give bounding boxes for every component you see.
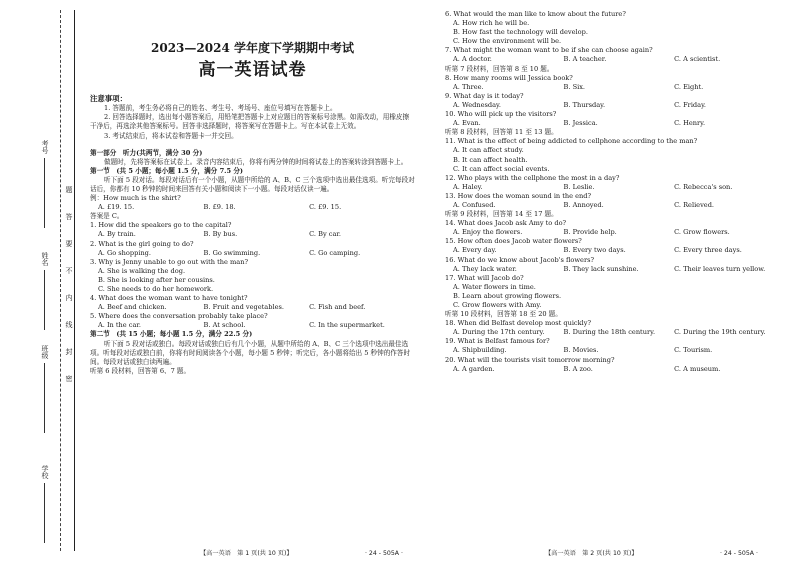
seal-warning-char: 答: [65, 213, 73, 220]
question-stem: 6. What would the man like to know about the future?: [445, 10, 626, 18]
option: C. She needs to do her homework.: [98, 285, 214, 293]
question-stem: 15. How often does Jacob water flowers?: [445, 237, 582, 246]
question-stem: 19. What is Belfast famous for?: [445, 337, 550, 346]
option: B. Go swimming.: [203, 248, 261, 257]
binding-dashed-line: [60, 10, 61, 551]
option: C. Eight.: [674, 82, 704, 91]
question-stem: 5. Where does the conversation probably take place?: [90, 312, 268, 321]
question-options: [445, 346, 785, 355]
option: B. Every two days.: [563, 246, 626, 255]
name-field[interactable]: [44, 270, 45, 330]
option: C. Their leaves turn yellow.: [674, 264, 766, 273]
option: B. Learn about growing flowers.: [453, 291, 562, 300]
seal-warning-char: 封: [65, 348, 73, 355]
option: A. Haley.: [453, 182, 483, 191]
question-options: [445, 365, 785, 374]
material-6-label: 听第 6 段材料，回答第 6、7 题。: [90, 366, 191, 375]
question-17: [445, 274, 785, 310]
question-15: [445, 237, 785, 255]
question-options: [445, 228, 785, 237]
question-5: [90, 312, 415, 330]
question-options: [445, 265, 785, 274]
footer-code: · 24 - 505A ·: [720, 550, 758, 557]
option: C. Friday.: [674, 100, 707, 109]
footer-code: · 24 - 505A ·: [365, 550, 403, 557]
part1-heading: 第一部分 听力(共两节，满分 30 分): [90, 148, 203, 157]
question-options: [90, 267, 415, 294]
question-16: [445, 256, 785, 274]
part1-intro: 做题时，先将答案标在试卷上。录音内容结束后，你将有两分钟的时间将试卷上的答案转涂到答题卡上。: [104, 157, 408, 166]
option: B. How fast the technology will develop.: [453, 28, 588, 37]
question-12: [445, 174, 785, 192]
question-stem: 20. What will the tourists visit tomorrow morning?: [445, 355, 615, 364]
option: C. Relieved.: [674, 200, 715, 209]
question-20: [445, 356, 785, 374]
class-field[interactable]: [44, 363, 45, 433]
school-field[interactable]: [44, 483, 45, 543]
question-stem: 10. Who will pick up the visitors?: [445, 110, 557, 119]
seal-warning-char: 密: [65, 375, 73, 382]
question-options: [445, 246, 785, 255]
notice-item: 2. 回答选择题时，选出每小题答案后，用铅笔把答题卡上对应题目的答案标号涂黑。如需改动，用橡皮擦干净后，再选涂其他答案标号。回答非选择题时，将答案写在答题卡上。写在本试卷上无效。: [90, 113, 410, 131]
option: B. Fruit and vegetables.: [203, 303, 284, 312]
option: C. How the environment will be.: [453, 37, 562, 46]
question-9: [445, 92, 785, 110]
question-18: [445, 319, 785, 337]
right-page: [445, 10, 785, 540]
question-options: [445, 283, 785, 310]
option: B. During the 18th century.: [563, 328, 656, 337]
question-stem: 2. What is the girl going to do?: [90, 239, 194, 248]
option: A. How rich he will be.: [453, 19, 530, 28]
exam-number-label: 考号: [41, 140, 49, 154]
question-stem: 17. What will Jacob do?: [445, 273, 524, 282]
question-stem: 12. Who plays with the cellphone the most in a day?: [445, 173, 620, 182]
binding-margin: [0, 0, 86, 561]
option: A. Wednesday.: [453, 100, 501, 109]
option: C. During the 19th century.: [674, 328, 766, 337]
option: B. Jessica.: [563, 119, 598, 128]
question-options: [445, 146, 785, 173]
question-stem: 13. How does the woman sound in the end?: [445, 191, 592, 200]
seal-warning-char: 要: [65, 240, 73, 247]
option: B. £9. 18.: [203, 203, 236, 212]
option: A. Three.: [453, 82, 484, 91]
question-options: [90, 230, 415, 239]
question-14: [445, 219, 785, 237]
option: B. Leslie.: [563, 182, 595, 191]
section1-instructions: 听下面 5 段对话。每段对话后有一个小题，从题中所给的 A、B、C 三个选项中选出最佳选项。听完每段对话后，你都有 10 秒钟的时间来回答有关小题和阅读下一小题。每段对话仅读一遍。: [90, 175, 415, 193]
question-1: [90, 221, 415, 239]
section2-heading: 第二节 (共 15 小题；每小题 1.5 分，满分 22.5 分): [90, 330, 253, 339]
option: C. Go camping.: [309, 248, 361, 257]
school-label: 学校: [41, 465, 49, 479]
material-label: 听第 10 段材料，回答第 18 至 20 题。: [445, 310, 562, 319]
question-stem: 8. How many rooms will Jessica book?: [445, 73, 573, 82]
binding-solid-line: [74, 10, 75, 551]
question-options: [445, 19, 785, 46]
exam-title: 2023—2024 学年度下学期期中考试: [151, 41, 354, 55]
option: A. Evan.: [453, 119, 481, 128]
option: A. By train.: [98, 230, 136, 239]
question-10: [445, 110, 785, 128]
option: B. A teacher.: [563, 55, 607, 64]
question-stem: 3. Why is Jenny unable to go out with the man?: [90, 257, 249, 266]
option: B. A zoo.: [563, 364, 593, 373]
notice-item: 3. 考试结束后，将本试卷和答题卡一并交回。: [104, 131, 238, 140]
option: A. Confused.: [453, 200, 496, 209]
option: A. She is walking the dog.: [98, 266, 186, 275]
option: C. Every three days.: [674, 246, 742, 255]
question-stem: 18. When did Belfast develop most quickly?: [445, 319, 591, 328]
option: A. Beef and chicken.: [98, 303, 167, 312]
question-19: [445, 337, 785, 355]
option: C. Grow flowers.: [674, 228, 730, 237]
question-options: [445, 328, 785, 337]
option: A. In the car.: [98, 321, 141, 330]
question-stem: 14. What does Jacob ask Amy to do?: [445, 219, 567, 228]
question-options: [445, 183, 785, 192]
question-options: [445, 55, 785, 64]
exam-number-field[interactable]: [44, 158, 45, 228]
footer-page-number: 【高一英语 第 1 页(共 10 页)】: [200, 550, 293, 557]
option: A. Water flowers in time.: [453, 282, 536, 291]
question-stem: 11. What is the effect of being addicted to cellphone according to the man?: [445, 137, 698, 146]
option: A. During the 17th century.: [453, 328, 545, 337]
option: B. They lack sunshine.: [563, 264, 639, 273]
option: C. A museum.: [674, 364, 721, 373]
question-2: [90, 240, 415, 258]
question-3: [90, 258, 415, 294]
question-options: [445, 83, 785, 92]
option: B. It can affect health.: [453, 155, 528, 164]
question-13: [445, 192, 785, 210]
option: A. A doctor.: [453, 55, 492, 64]
option: A. A garden.: [453, 364, 495, 373]
name-label: 姓名: [41, 252, 49, 266]
question-stem: 1. How did the speakers go to the capital?: [90, 221, 232, 230]
exam-subtitle: 高一英语试卷: [198, 59, 307, 80]
material-label: 听第 8 段材料，回答第 11 至 13 题。: [445, 128, 558, 137]
option: C. Fish and beef.: [309, 303, 366, 312]
seal-warning-char: 内: [65, 294, 73, 301]
option: C. Henry.: [674, 119, 706, 128]
material-label: 听第 7 段材料，回答第 8 至 10 题。: [445, 64, 554, 73]
option: A. £19. 15.: [98, 203, 135, 212]
notice-item: 1. 答题前，考生务必将自己的姓名、考生号、考场号、座位号填写在答题卡上。: [104, 104, 337, 113]
seal-warning-char: 线: [65, 321, 73, 328]
option: B. She is looking after her cousins.: [98, 275, 215, 284]
option: A. It can affect study.: [453, 146, 524, 155]
left-page: [90, 10, 415, 540]
question-stem: 9. What day is it today?: [445, 91, 524, 100]
example-question: [90, 194, 415, 221]
material-label: 听第 9 段材料，回答第 14 至 17 题。: [445, 210, 558, 219]
seal-warning-char: 题: [65, 186, 73, 193]
question-4: [90, 294, 415, 312]
seal-warning-char: 不: [65, 267, 73, 274]
option: A. Shipbuilding.: [453, 346, 507, 355]
section1-heading: 第一节 (共 5 小题；每小题 1.5 分，满分 7.5 分): [90, 166, 244, 175]
question-7: [445, 46, 785, 64]
option: C. It can affect social events.: [453, 164, 550, 173]
footer-page-number: 【高一英语 第 2 页(共 10 页)】: [545, 550, 638, 557]
option: C. In the supermarket.: [309, 321, 385, 330]
class-label: 班级: [41, 345, 49, 359]
option: A. Enjoy the flowers.: [453, 228, 523, 237]
option: C. Grow flowers with Amy.: [453, 301, 542, 309]
option: A. Go shopping.: [98, 248, 152, 257]
notice-title: 注意事项：: [90, 94, 127, 103]
option: B. Movies.: [563, 346, 599, 355]
question-options: [90, 303, 415, 312]
question-8: [445, 74, 785, 92]
example-stem: 例：How much is the shirt?: [90, 194, 181, 203]
option: A. They lack water.: [453, 264, 517, 273]
option: B. By bus.: [203, 230, 238, 239]
question-options: [445, 201, 785, 210]
example-answer: 答案是 C。: [90, 212, 124, 221]
question-stem: 4. What does the woman want to have tonight?: [90, 294, 248, 303]
question-6: [445, 10, 785, 46]
question-stem: 16. What do we know about Jacob's flowers?: [445, 255, 595, 264]
question-options: [445, 101, 785, 110]
option: C. Tourism.: [674, 346, 713, 355]
question-stem: 7. What might the woman want to be if she can choose again?: [445, 46, 653, 55]
question-11: [445, 137, 785, 173]
question-options: [90, 249, 415, 258]
example-options: [90, 203, 415, 212]
option: B. Provide help.: [563, 228, 617, 237]
option: B. At school.: [203, 321, 246, 330]
option: B. Thursday.: [563, 100, 606, 109]
option: C. A scientist.: [674, 55, 721, 64]
question-options: [445, 119, 785, 128]
option: B. Six.: [563, 82, 586, 91]
option: C. By car.: [309, 230, 341, 239]
option: B. Annoyed.: [563, 200, 604, 209]
option: C. £9. 15.: [309, 203, 342, 212]
option: C. Rebecca's son.: [674, 182, 733, 191]
option: A. Every day.: [453, 246, 497, 255]
section2-instructions: 听下面 5 段对话或独白。每段对话或独白后有几个小题，从题中所给的 A、B、C 三个选项中选出最佳选项。听每段对话或独白前，你将有时间阅读各个小题，每小题 5 秒钟；听完后，各小题将给出 5 秒钟的作答时间。每段对话或独白读两遍。: [90, 339, 411, 366]
